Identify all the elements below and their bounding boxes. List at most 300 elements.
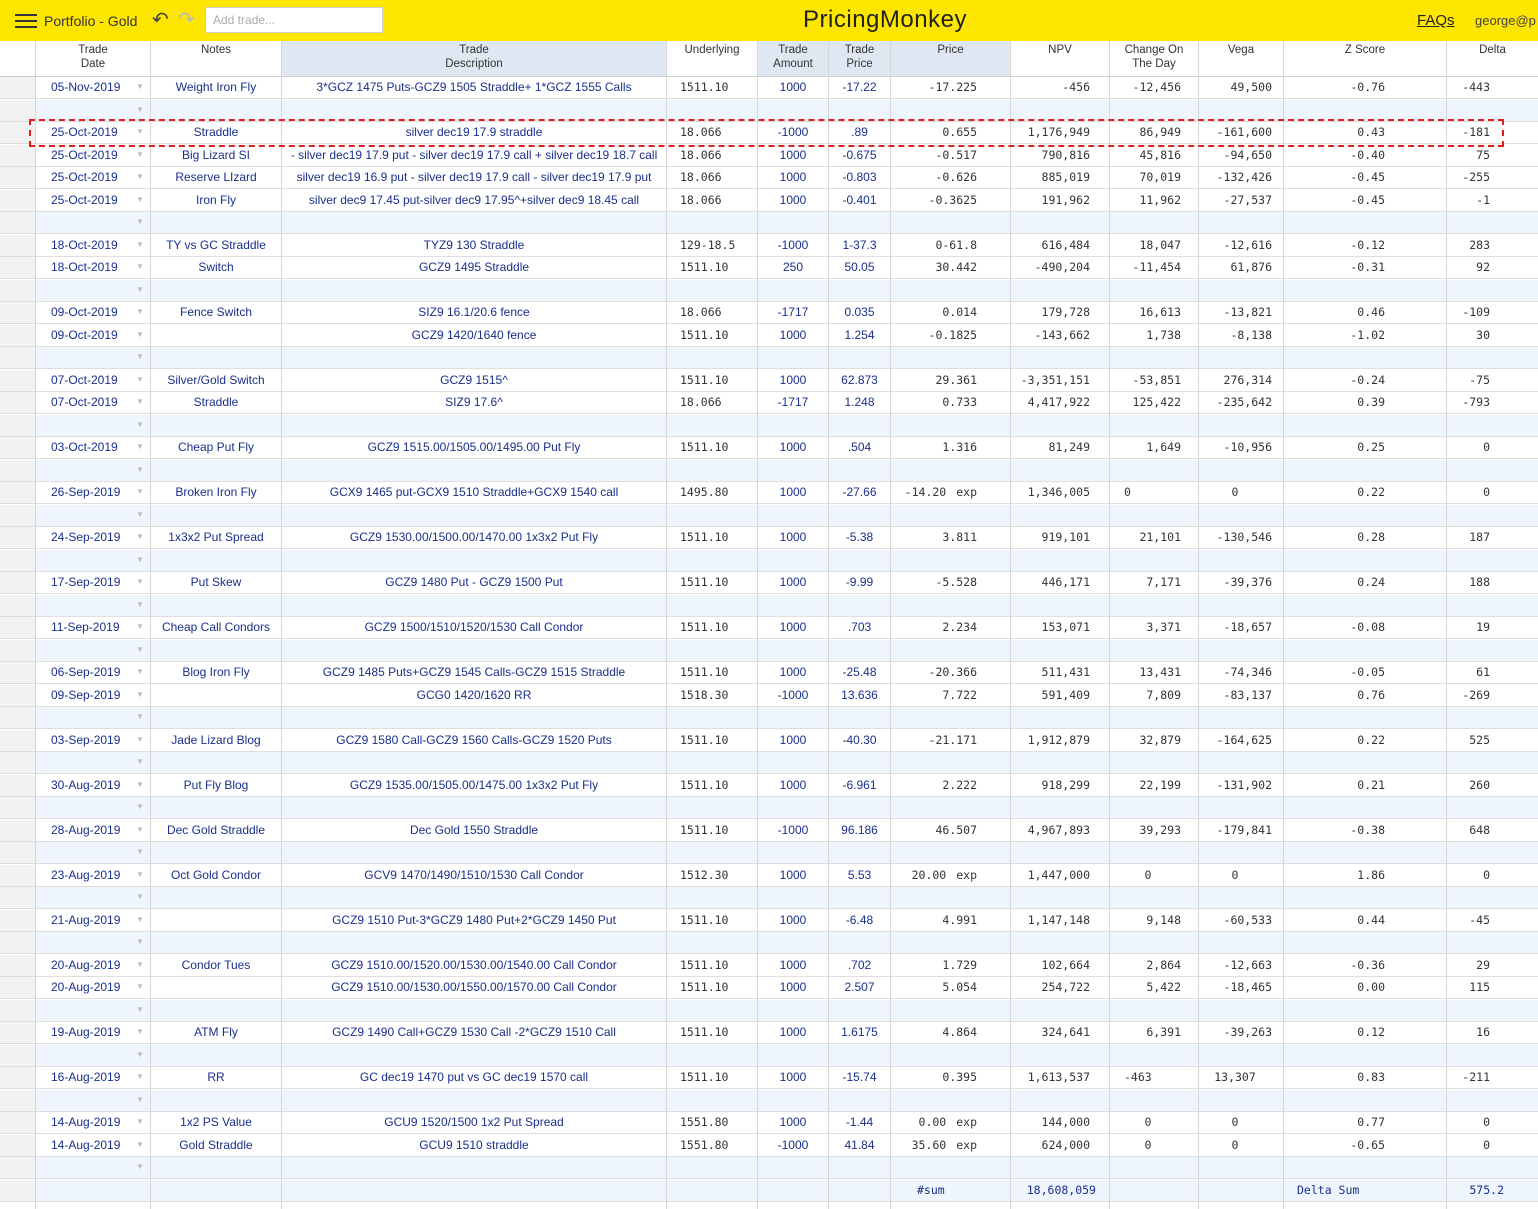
dropdown-arrow-icon[interactable]: ▼	[136, 307, 144, 316]
trade-date-cell[interactable]: 30-Aug-2019	[51, 777, 121, 792]
trade-row[interactable]	[0, 145, 1538, 167]
trade-description-cell[interactable]: GCZ9 1530.00/1500.00/1470.00 1x3x2 Put Fly	[349, 530, 599, 544]
row-handle[interactable]	[0, 752, 35, 773]
dropdown-arrow-icon[interactable]: ▼	[136, 262, 144, 271]
trade-amount-cell[interactable]: 1000	[779, 440, 807, 454]
trade-price-cell[interactable]: -6.961	[842, 777, 877, 792]
dropdown-arrow-icon[interactable]: ▼	[136, 509, 144, 519]
trade-amount-cell[interactable]: -1000	[777, 237, 809, 252]
trade-price-cell[interactable]: .89	[851, 125, 868, 139]
row-handle[interactable]	[0, 1000, 35, 1021]
trade-price-cell[interactable]: -27.66	[842, 485, 877, 499]
dropdown-arrow-icon[interactable]: ▼	[136, 712, 144, 721]
trade-price-cell[interactable]: -1.44	[845, 1115, 874, 1129]
trade-row[interactable]	[0, 1135, 1538, 1157]
trade-date-cell[interactable]: 25-Oct-2019	[51, 170, 118, 184]
trade-row[interactable]	[0, 122, 1538, 144]
trade-description-cell[interactable]: 3*GCZ 1475 Puts-GCZ9 1505 Straddle+ 1*GCZ 1555 Calls	[316, 80, 632, 94]
trade-row[interactable]	[0, 257, 1538, 279]
notes-cell[interactable]	[151, 325, 281, 346]
row-handle[interactable]	[0, 347, 35, 368]
row-handle[interactable]	[0, 1067, 35, 1088]
trade-row[interactable]	[0, 482, 1538, 504]
trade-amount-cell[interactable]: 1000	[779, 192, 807, 207]
trade-date-cell[interactable]: 25-Oct-2019	[51, 125, 118, 139]
hamburger-menu-icon[interactable]	[15, 13, 37, 29]
trade-price-cell[interactable]: 2.507	[844, 980, 875, 994]
dropdown-arrow-icon[interactable]: ▼	[136, 104, 144, 114]
row-handle[interactable]	[0, 505, 35, 526]
trade-price-cell[interactable]: -25.48	[842, 665, 877, 679]
row-handle[interactable]	[0, 685, 35, 706]
trade-price-cell[interactable]: .504	[847, 440, 872, 454]
row-handle[interactable]	[0, 910, 35, 931]
header-notes[interactable]: Notes	[200, 44, 232, 56]
notes-cell[interactable]: Weight Iron Fly	[175, 80, 257, 94]
user-account[interactable]: george@p	[1475, 13, 1536, 28]
trade-row[interactable]	[0, 955, 1538, 977]
row-handle[interactable]	[0, 145, 35, 166]
trade-date-cell[interactable]: 20-Aug-2019	[51, 957, 121, 972]
trade-description-cell[interactable]: GCZ9 1490 Call+GCZ9 1530 Call -2*GCZ9 1510 Call	[332, 1025, 616, 1039]
dropdown-arrow-icon[interactable]: ▼	[136, 577, 144, 586]
dropdown-arrow-icon[interactable]: ▼	[136, 217, 144, 226]
spacer-row[interactable]	[0, 550, 1538, 572]
trade-description-cell[interactable]: silver dec19 17.9 straddle	[405, 125, 543, 139]
header-trade-description[interactable]: Trade Description	[282, 41, 666, 76]
trade-row[interactable]	[0, 527, 1538, 549]
header-npv[interactable]: NPV	[1048, 44, 1072, 56]
header-delta[interactable]: Delta	[1479, 44, 1506, 56]
dropdown-arrow-icon[interactable]: ▼	[136, 667, 144, 676]
trade-description-cell[interactable]: GCZ9 1500/1510/1520/1530 Call Condor	[364, 620, 584, 634]
notes-cell[interactable]: 1x2 PS Value	[180, 1115, 252, 1129]
notes-cell[interactable]: Straddle	[193, 125, 239, 139]
dropdown-arrow-icon[interactable]: ▼	[136, 982, 144, 991]
row-handle[interactable]	[0, 662, 35, 683]
notes-cell[interactable]	[151, 910, 281, 931]
spacer-row[interactable]	[0, 460, 1538, 482]
trade-amount-cell[interactable]: 1000	[779, 665, 807, 679]
trade-description-cell[interactable]: GCZ9 1420/1640 fence	[411, 327, 537, 342]
header-vega[interactable]: Vega	[1227, 44, 1255, 56]
row-handle[interactable]	[0, 1112, 35, 1133]
row-handle[interactable]	[0, 932, 35, 953]
trade-price-cell[interactable]: 13.636	[841, 687, 878, 702]
row-handle[interactable]	[0, 302, 35, 323]
trade-amount-cell[interactable]: 1000	[779, 957, 807, 972]
row-handle[interactable]	[0, 482, 35, 503]
notes-cell[interactable]: Silver/Gold Switch	[167, 372, 265, 387]
dropdown-arrow-icon[interactable]: ▼	[136, 757, 144, 766]
undo-arrow-icon[interactable]: ↶	[152, 9, 169, 31]
trade-row[interactable]	[0, 77, 1538, 99]
trade-amount-cell[interactable]: 1000	[779, 485, 807, 499]
trade-row[interactable]	[0, 685, 1538, 707]
notes-cell[interactable]: RR	[207, 1070, 225, 1084]
add-trade-input[interactable]	[205, 7, 383, 33]
trade-amount-cell[interactable]: 250	[782, 260, 804, 274]
trade-amount-cell[interactable]: 1000	[779, 170, 807, 184]
trade-price-cell[interactable]: 50.05	[844, 260, 875, 274]
trade-amount-cell[interactable]: 1000	[779, 1025, 807, 1039]
notes-cell[interactable]: ATM Fly	[194, 1025, 238, 1039]
dropdown-arrow-icon[interactable]: ▼	[136, 644, 144, 654]
row-handle[interactable]	[0, 527, 35, 548]
trade-amount-cell[interactable]: 1000	[779, 530, 807, 544]
notes-cell[interactable]	[151, 977, 281, 998]
notes-cell[interactable]: Broken Iron Fly	[175, 485, 257, 499]
spacer-row[interactable]	[0, 887, 1538, 909]
trade-description-cell[interactable]: GCZ9 1485 Puts+GCZ9 1545 Calls-GCZ9 1515 Straddle	[322, 665, 626, 679]
trade-date-cell[interactable]: 28-Aug-2019	[51, 822, 121, 837]
dropdown-arrow-icon[interactable]: ▼	[136, 532, 144, 541]
notes-cell[interactable]: Big Lizard SI	[181, 147, 251, 162]
trade-row[interactable]	[0, 392, 1538, 414]
trade-row[interactable]	[0, 730, 1538, 752]
dropdown-arrow-icon[interactable]: ▼	[136, 1139, 144, 1149]
trade-date-cell[interactable]: 03-Sep-2019	[51, 732, 121, 747]
spacer-row[interactable]	[0, 1000, 1538, 1022]
trade-row[interactable]	[0, 775, 1538, 797]
trade-price-cell[interactable]: 62.873	[841, 372, 878, 387]
dropdown-arrow-icon[interactable]: ▼	[136, 869, 144, 879]
trade-date-cell[interactable]: 16-Aug-2019	[51, 1070, 121, 1084]
trade-price-cell[interactable]: 1.6175	[841, 1025, 878, 1039]
trade-row[interactable]	[0, 190, 1538, 212]
row-handle[interactable]	[0, 887, 35, 908]
row-handle[interactable]	[0, 437, 35, 458]
trade-amount-cell[interactable]: 1000	[779, 980, 807, 994]
trade-description-cell[interactable]: SIZ9 16.1/20.6 fence	[418, 305, 530, 319]
trade-description-cell[interactable]: GCU9 1510 straddle	[419, 1137, 529, 1152]
trade-row[interactable]	[0, 370, 1538, 392]
trade-price-cell[interactable]: 1-37.3	[842, 237, 877, 252]
trade-date-cell[interactable]: 25-Oct-2019	[51, 147, 118, 162]
row-handle[interactable]	[0, 797, 35, 818]
spacer-row[interactable]	[0, 347, 1538, 369]
notes-cell[interactable]: Reserve LIzard	[175, 170, 257, 184]
trade-amount-cell[interactable]: -1717	[777, 395, 809, 409]
row-handle[interactable]	[0, 460, 35, 481]
row-handle[interactable]	[0, 280, 35, 301]
trade-row[interactable]	[0, 820, 1538, 842]
trade-description-cell[interactable]: TYZ9 130 Straddle	[423, 237, 525, 252]
dropdown-arrow-icon[interactable]: ▼	[136, 689, 144, 699]
trade-date-cell[interactable]: 18-Oct-2019	[51, 260, 118, 274]
trade-date-cell[interactable]: 25-Oct-2019	[51, 192, 118, 207]
trade-description-cell[interactable]: GCZ9 1495 Straddle	[418, 260, 530, 274]
dropdown-arrow-icon[interactable]: ▼	[136, 329, 144, 339]
trade-row[interactable]	[0, 437, 1538, 459]
spacer-row[interactable]	[0, 212, 1538, 234]
row-handle[interactable]	[0, 415, 35, 436]
trade-price-cell[interactable]: -15.74	[842, 1070, 877, 1084]
trade-description-cell[interactable]: GC dec19 1470 put vs GC dec19 1570 call	[359, 1070, 589, 1084]
faqs-link[interactable]: FAQs	[1417, 12, 1455, 29]
dropdown-arrow-icon[interactable]: ▼	[136, 622, 144, 631]
trade-price-cell[interactable]: 1.254	[844, 327, 875, 342]
dropdown-arrow-icon[interactable]: ▼	[136, 82, 144, 91]
header-underlying[interactable]: Underlying	[684, 44, 740, 56]
trade-row[interactable]	[0, 167, 1538, 189]
dropdown-arrow-icon[interactable]: ▼	[136, 824, 144, 834]
row-handle[interactable]	[0, 977, 35, 998]
trade-description-cell[interactable]: GCZ9 1535.00/1505.00/1475.00 1x3x2 Put Fly	[349, 777, 599, 792]
trade-amount-cell[interactable]: 1000	[779, 732, 807, 747]
spacer-row[interactable]	[0, 707, 1538, 729]
notes-cell[interactable]: Oct Gold Condor	[170, 867, 262, 882]
notes-cell[interactable]: Jade Lizard Blog	[171, 732, 261, 747]
trade-date-cell[interactable]: 26-Sep-2019	[51, 485, 121, 499]
trade-price-cell[interactable]: -17.22	[842, 80, 877, 94]
row-handle[interactable]	[0, 1022, 35, 1043]
spacer-row[interactable]	[0, 100, 1538, 122]
dropdown-arrow-icon[interactable]: ▼	[136, 1004, 144, 1014]
trade-amount-cell[interactable]: 1000	[779, 372, 807, 387]
dropdown-arrow-icon[interactable]: ▼	[136, 419, 144, 429]
trade-description-cell[interactable]: GCZ9 1510.00/1520.00/1530.00/1540.00 Call Condor	[331, 957, 617, 972]
spacer-row[interactable]	[0, 842, 1538, 864]
trade-price-cell[interactable]: -9.99	[845, 575, 874, 589]
trade-description-cell[interactable]: GCZ9 1510.00/1530.00/1550.00/1570.00 Call Condor	[331, 980, 617, 994]
trade-description-cell[interactable]: GCZ9 1510 Put-3*GCZ9 1480 Put+2*GCZ9 1450 Put	[332, 912, 616, 927]
trade-price-cell[interactable]: -0.675	[842, 147, 877, 162]
row-handle[interactable]	[0, 842, 35, 863]
dropdown-arrow-icon[interactable]: ▼	[136, 1117, 144, 1126]
redo-arrow-icon[interactable]: ↷	[178, 9, 195, 31]
row-handle[interactable]	[0, 820, 35, 841]
row-handle[interactable]	[0, 775, 35, 796]
trade-amount-cell[interactable]: -1000	[777, 1137, 809, 1152]
spacer-row[interactable]	[0, 1157, 1538, 1179]
spacer-row[interactable]	[0, 640, 1538, 662]
row-handle[interactable]	[0, 325, 35, 346]
row-handle[interactable]	[0, 640, 35, 661]
row-handle[interactable]	[0, 572, 35, 593]
notes-cell[interactable]: Put Fly Blog	[183, 777, 249, 792]
notes-cell[interactable]: Iron Fly	[195, 192, 236, 207]
row-handle[interactable]	[0, 167, 35, 188]
dropdown-arrow-icon[interactable]: ▼	[136, 149, 144, 159]
trade-description-cell[interactable]: SIZ9 17.6^	[445, 395, 503, 409]
dropdown-arrow-icon[interactable]: ▼	[136, 1162, 144, 1171]
trade-date-cell[interactable]: 07-Oct-2019	[51, 395, 118, 409]
header-change-on-day[interactable]: Change On The Day	[1124, 44, 1184, 70]
spacer-row[interactable]	[0, 1090, 1538, 1112]
trade-description-cell[interactable]: GCX9 1465 put-GCX9 1510 Straddle+GCX9 1540 call	[329, 485, 619, 499]
trade-price-cell[interactable]: 1.248	[844, 395, 875, 409]
trade-description-cell[interactable]: Dec Gold 1550 Straddle	[409, 822, 539, 837]
trade-price-cell[interactable]: -40.30	[842, 732, 877, 747]
spacer-row[interactable]	[0, 797, 1538, 819]
dropdown-arrow-icon[interactable]: ▼	[136, 352, 144, 361]
row-handle[interactable]	[0, 1135, 35, 1156]
trade-date-cell[interactable]: 14-Aug-2019	[51, 1137, 121, 1152]
dropdown-arrow-icon[interactable]: ▼	[136, 554, 144, 564]
dropdown-arrow-icon[interactable]: ▼	[136, 802, 144, 811]
trade-date-cell[interactable]: 21-Aug-2019	[51, 912, 121, 927]
header-z-score[interactable]: Z Score	[1344, 44, 1386, 56]
trade-price-cell[interactable]: 0.035	[844, 305, 875, 319]
row-handle[interactable]	[0, 100, 35, 121]
spacer-row[interactable]	[0, 595, 1538, 617]
trade-row[interactable]	[0, 910, 1538, 932]
trade-price-cell[interactable]: -5.38	[845, 530, 874, 544]
dropdown-arrow-icon[interactable]: ▼	[136, 374, 144, 384]
trade-description-cell[interactable]: - silver dec19 17.9 put - silver dec19 17.9 call + silver dec19 18.7 call	[290, 147, 658, 162]
trade-date-cell[interactable]: 19-Aug-2019	[51, 1025, 121, 1039]
dropdown-arrow-icon[interactable]: ▼	[136, 487, 144, 496]
trade-amount-cell[interactable]: -1000	[777, 822, 809, 837]
trade-row[interactable]	[0, 1022, 1538, 1044]
trade-row[interactable]	[0, 617, 1538, 639]
trade-date-cell[interactable]: 09-Oct-2019	[51, 327, 118, 342]
notes-cell[interactable]: Switch	[198, 260, 234, 274]
trade-price-cell[interactable]: 96.186	[841, 822, 878, 837]
trade-amount-cell[interactable]: 1000	[779, 620, 807, 634]
trade-amount-cell[interactable]: 1000	[779, 575, 807, 589]
dropdown-arrow-icon[interactable]: ▼	[136, 1049, 144, 1059]
notes-cell[interactable]: Fence Switch	[179, 305, 253, 319]
dropdown-arrow-icon[interactable]: ▼	[136, 464, 144, 474]
dropdown-arrow-icon[interactable]: ▼	[136, 892, 144, 901]
trade-row[interactable]	[0, 325, 1538, 347]
notes-cell[interactable]: Put Skew	[190, 575, 242, 589]
spacer-row[interactable]	[0, 505, 1538, 527]
trade-description-cell[interactable]: silver dec9 17.45 put-silver dec9 17.95^+silver dec9 18.45 call	[308, 192, 640, 207]
dropdown-arrow-icon[interactable]: ▼	[136, 239, 144, 249]
trade-date-cell[interactable]: 18-Oct-2019	[51, 237, 118, 252]
notes-cell[interactable]: 1x3x2 Put Spread	[168, 530, 264, 544]
row-handle[interactable]	[0, 865, 35, 886]
row-handle[interactable]	[0, 77, 35, 98]
trade-date-cell[interactable]: 11-Sep-2019	[51, 620, 120, 634]
trade-amount-cell[interactable]: -1000	[777, 125, 809, 139]
row-handle[interactable]	[0, 595, 35, 616]
row-handle[interactable]	[0, 730, 35, 751]
trade-amount-cell[interactable]: 1000	[779, 1070, 807, 1084]
trade-date-cell[interactable]: 09-Sep-2019	[51, 687, 121, 702]
header-trade-amount[interactable]: Trade Amount	[758, 41, 828, 76]
row-handle[interactable]	[0, 955, 35, 976]
header-trade-price[interactable]: Trade Price	[829, 41, 890, 76]
trade-price-cell[interactable]: -0.401	[842, 192, 877, 207]
trade-amount-cell[interactable]: 1000	[779, 147, 807, 162]
row-handle[interactable]	[0, 1157, 35, 1178]
row-handle[interactable]	[0, 257, 35, 278]
trade-description-cell[interactable]: GCZ9 1580 Call-GCZ9 1560 Calls-GCZ9 1520 Puts	[336, 732, 612, 747]
notes-cell[interactable]: Cheap Call Condors	[161, 620, 271, 634]
row-handle[interactable]	[0, 707, 35, 728]
trade-price-cell[interactable]: 5.53	[847, 867, 872, 882]
notes-cell[interactable]: Dec Gold Straddle	[166, 822, 266, 837]
row-handle[interactable]	[0, 190, 35, 211]
trade-row[interactable]	[0, 1112, 1538, 1134]
dropdown-arrow-icon[interactable]: ▼	[136, 914, 144, 924]
trade-amount-cell[interactable]: -1000	[777, 687, 809, 702]
dropdown-arrow-icon[interactable]: ▼	[136, 1072, 144, 1081]
notes-cell[interactable]: Cheap Put Fly	[177, 440, 255, 454]
trade-amount-cell[interactable]: 1000	[779, 912, 807, 927]
dropdown-arrow-icon[interactable]: ▼	[136, 599, 144, 609]
dropdown-arrow-icon[interactable]: ▼	[136, 779, 144, 789]
dropdown-arrow-icon[interactable]: ▼	[136, 1027, 144, 1036]
trade-amount-cell[interactable]: -1717	[777, 305, 809, 319]
portfolio-title[interactable]: Portfolio - Gold	[44, 13, 138, 29]
trade-row[interactable]	[0, 1067, 1538, 1089]
trade-price-cell[interactable]: -0.803	[842, 170, 877, 184]
trade-price-cell[interactable]: .703	[847, 620, 872, 634]
trade-row[interactable]	[0, 977, 1538, 999]
dropdown-arrow-icon[interactable]: ▼	[136, 284, 144, 294]
trade-price-cell[interactable]: .702	[847, 957, 872, 972]
row-handle[interactable]	[0, 235, 35, 256]
dropdown-arrow-icon[interactable]: ▼	[136, 172, 144, 181]
dropdown-arrow-icon[interactable]: ▼	[136, 847, 144, 856]
trade-description-cell[interactable]: GCV9 1470/1490/1510/1530 Call Condor	[364, 867, 584, 882]
dropdown-arrow-icon[interactable]: ▼	[136, 397, 144, 406]
notes-cell[interactable]	[151, 685, 281, 706]
trade-row[interactable]	[0, 302, 1538, 324]
trade-date-cell[interactable]: 24-Sep-2019	[51, 530, 121, 544]
trade-price-cell[interactable]: 41.84	[844, 1137, 875, 1152]
spacer-row[interactable]	[0, 280, 1538, 302]
trade-date-cell[interactable]: 23-Aug-2019	[51, 867, 121, 882]
notes-cell[interactable]: Blog Iron Fly	[182, 665, 250, 679]
row-handle[interactable]	[0, 617, 35, 638]
row-handle[interactable]	[0, 1180, 35, 1201]
trade-row[interactable]	[0, 572, 1538, 594]
header-trade-date[interactable]: Trade Date	[78, 44, 108, 70]
trade-amount-cell[interactable]: 1000	[779, 777, 807, 792]
trade-description-cell[interactable]: GCZ9 1480 Put - GCZ9 1500 Put	[385, 575, 563, 589]
trade-amount-cell[interactable]: 1000	[779, 1115, 807, 1129]
spacer-row[interactable]	[0, 932, 1538, 954]
dropdown-arrow-icon[interactable]: ▼	[136, 937, 144, 946]
row-handle[interactable]	[0, 550, 35, 571]
trade-row[interactable]	[0, 235, 1538, 257]
dropdown-arrow-icon[interactable]: ▼	[136, 442, 144, 451]
trade-description-cell[interactable]: silver dec19 16.9 put - silver dec19 17.9 call - silver dec19 17.9 put	[296, 170, 652, 184]
notes-cell[interactable]: TY vs GC Straddle	[166, 237, 266, 252]
trade-date-cell[interactable]: 14-Aug-2019	[51, 1115, 121, 1129]
notes-cell[interactable]: Straddle	[193, 395, 239, 409]
dropdown-arrow-icon[interactable]: ▼	[136, 127, 144, 136]
trade-date-cell[interactable]: 17-Sep-2019	[51, 575, 121, 589]
header-price[interactable]: Price	[891, 41, 1010, 76]
dropdown-arrow-icon[interactable]: ▼	[136, 734, 144, 744]
trade-date-cell[interactable]: 20-Aug-2019	[51, 980, 121, 994]
trade-description-cell[interactable]: GCZ9 1515.00/1505.00/1495.00 Put Fly	[367, 440, 581, 454]
trade-date-cell[interactable]: 03-Oct-2019	[51, 440, 118, 454]
trade-amount-cell[interactable]: 1000	[779, 867, 807, 882]
dropdown-arrow-icon[interactable]: ▼	[136, 959, 144, 969]
trade-description-cell[interactable]: GCZ9 1515^	[440, 372, 508, 387]
notes-cell[interactable]: Condor Tues	[181, 957, 251, 972]
trade-row[interactable]	[0, 662, 1538, 684]
trade-date-cell[interactable]: 07-Oct-2019	[51, 372, 118, 387]
row-handle[interactable]	[0, 122, 35, 143]
trade-description-cell[interactable]: GCG0 1420/1620 RR	[416, 687, 532, 702]
spacer-row[interactable]	[0, 752, 1538, 774]
spacer-row[interactable]	[0, 415, 1538, 437]
notes-cell[interactable]: Gold Straddle	[179, 1137, 253, 1152]
dropdown-arrow-icon[interactable]: ▼	[136, 1094, 144, 1104]
spacer-row[interactable]	[0, 1045, 1538, 1067]
trade-date-cell[interactable]: 05-Nov-2019	[51, 80, 121, 94]
trade-date-cell[interactable]: 09-Oct-2019	[51, 305, 118, 319]
